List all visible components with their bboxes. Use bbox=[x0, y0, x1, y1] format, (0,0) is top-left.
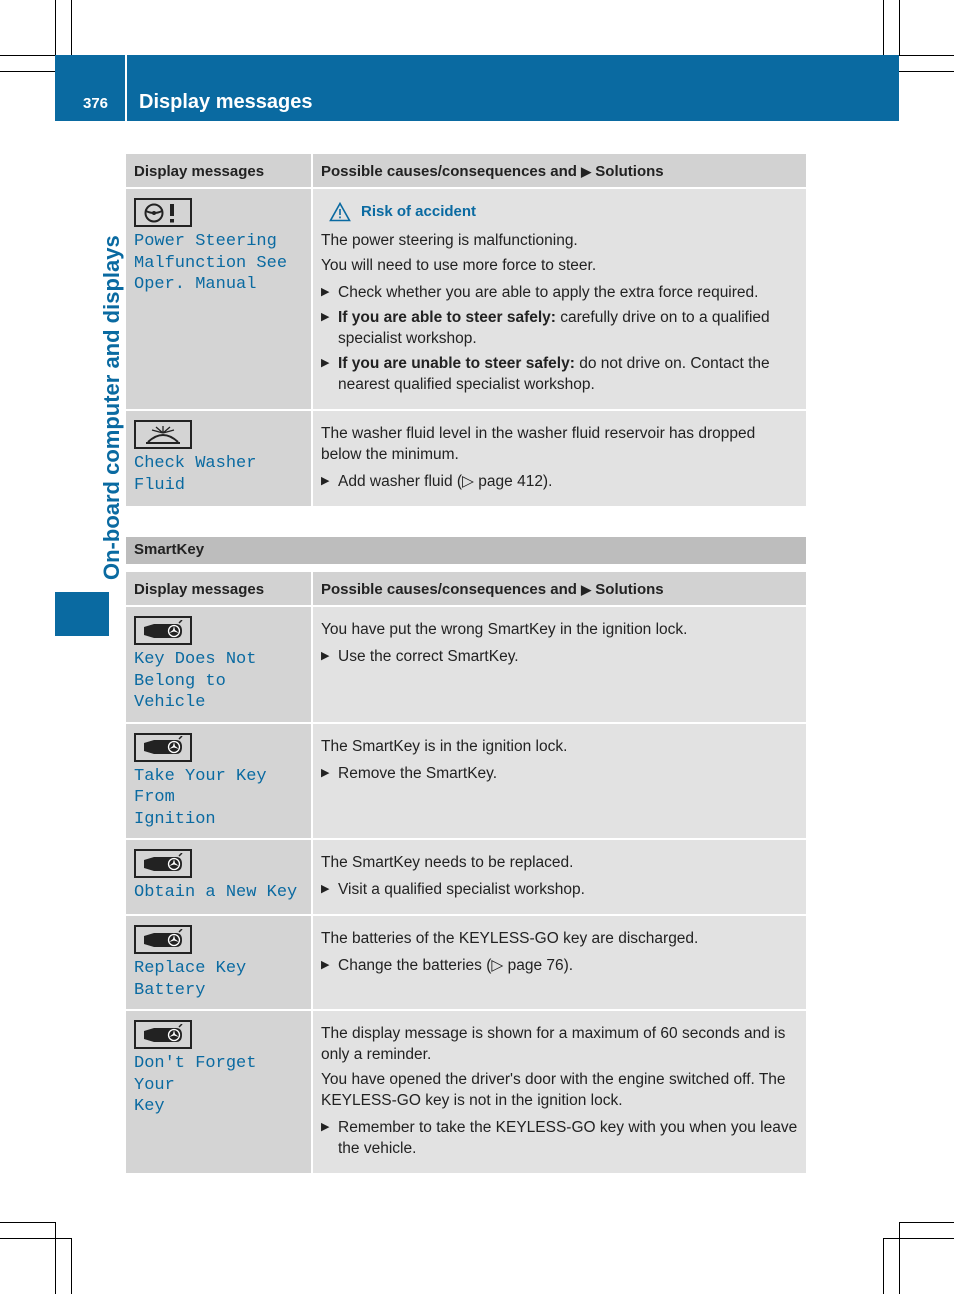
display-message-text: Key Does Not Belong to Vehicle bbox=[134, 650, 257, 712]
column-header-messages: Display messages bbox=[126, 154, 312, 188]
bullet-arrow-icon: ▶ bbox=[321, 357, 330, 369]
bullet-arrow-icon: ▶ bbox=[321, 311, 330, 323]
bullet-arrow-icon: ▶ bbox=[321, 1121, 330, 1133]
table-row bbox=[126, 839, 806, 915]
description-text: You have opened the driver's door with the engine switched off. The KEYLESS-GO key is not in the ignition lock. bbox=[321, 1071, 786, 1109]
crop-mark bbox=[899, 55, 954, 56]
smartkey-icon bbox=[134, 1020, 192, 1049]
description-text: You will need to use more force to steer. bbox=[321, 257, 597, 274]
column-header-causes: Possible causes/consequences and ▶ Solutions bbox=[312, 154, 806, 188]
display-message-text: Replace Key Battery bbox=[134, 959, 257, 1000]
message-cell bbox=[126, 839, 312, 915]
instruction-item: ▶ Remove the SmartKey. bbox=[321, 764, 498, 782]
table-row bbox=[126, 410, 806, 506]
display-message-text: Take Your Key From Ignition bbox=[134, 766, 267, 829]
description-text: The SmartKey is in the ignition lock. bbox=[321, 737, 568, 755]
description-cell bbox=[312, 410, 806, 506]
washer-fluid-icon bbox=[134, 420, 192, 449]
description-text: The washer fluid level in the washer fluid reservoir has dropped below the minimum. bbox=[321, 425, 756, 463]
side-tab-marker bbox=[55, 592, 109, 636]
message-cell bbox=[126, 410, 312, 506]
crop-mark bbox=[899, 71, 954, 72]
description-cell bbox=[312, 1010, 806, 1173]
description-cell bbox=[312, 188, 806, 410]
bullet-arrow-icon: ▶ bbox=[321, 883, 330, 895]
warning-triangle-icon bbox=[329, 202, 351, 222]
crop-mark bbox=[0, 55, 56, 56]
description-cell bbox=[312, 723, 806, 840]
column-header-messages: Display messages bbox=[126, 572, 312, 606]
description-cell bbox=[312, 839, 806, 915]
table-row bbox=[126, 1010, 806, 1173]
arrow-icon: ▶ bbox=[581, 582, 592, 597]
bullet-arrow-icon: ▶ bbox=[321, 650, 330, 662]
message-cell bbox=[126, 1010, 312, 1173]
page-title: Display messages bbox=[139, 91, 313, 113]
header-divider bbox=[125, 55, 127, 121]
display-message-text: Power Steering Malfunction See Oper. Manual bbox=[134, 232, 288, 294]
smartkey-messages-table bbox=[126, 572, 806, 1173]
crop-mark bbox=[0, 1222, 56, 1223]
description-text: The power steering is malfunctioning. bbox=[321, 232, 578, 249]
table-row bbox=[126, 723, 806, 840]
crop-mark bbox=[0, 71, 56, 72]
crop-mark bbox=[883, 0, 884, 56]
crop-mark bbox=[899, 1222, 954, 1223]
display-message-text: Check Washer Fluid bbox=[134, 454, 267, 495]
arrow-icon: ▶ bbox=[581, 164, 592, 179]
message-cell bbox=[126, 915, 312, 1010]
table-row bbox=[126, 915, 806, 1010]
description-text: The SmartKey needs to be replaced. bbox=[321, 854, 574, 871]
instruction-item: ▶ Change the batteries (▷ page 76). bbox=[321, 957, 574, 974]
smartkey-icon bbox=[134, 849, 192, 878]
instruction-item: ▶ If you are unable to steer safely: do not drive on. Contact the nearest qualified specialist workshop. bbox=[321, 355, 770, 393]
crop-mark bbox=[55, 1222, 56, 1294]
description-text: The display message is shown for a maximum of 60 seconds and is only a reminder. bbox=[321, 1025, 786, 1063]
page-number: 376 bbox=[83, 95, 109, 112]
crop-mark bbox=[71, 0, 72, 56]
section-side-title: On-board computer and displays bbox=[99, 235, 124, 580]
smartkey-icon bbox=[134, 616, 192, 645]
bullet-arrow-icon: ▶ bbox=[321, 959, 330, 971]
instruction-item: ▶ Visit a qualified specialist workshop. bbox=[321, 881, 585, 898]
instruction-item: ▶ Remember to take the KEYLESS-GO key with you when you leave the vehicle. bbox=[321, 1119, 798, 1157]
table-header-row bbox=[126, 572, 806, 606]
crop-mark bbox=[883, 1238, 884, 1294]
warning-heading bbox=[329, 201, 798, 222]
steering-warning-icon bbox=[134, 198, 192, 227]
instruction-item: ▶ Add washer fluid (▷ page 412). bbox=[321, 473, 553, 490]
bullet-arrow-icon: ▶ bbox=[321, 286, 330, 298]
crop-mark bbox=[55, 0, 56, 56]
bullet-arrow-icon: ▶ bbox=[321, 766, 330, 779]
page-header bbox=[55, 55, 899, 121]
table-row bbox=[126, 606, 806, 723]
crop-mark bbox=[0, 1238, 72, 1239]
crop-mark bbox=[71, 1238, 72, 1294]
smartkey-icon bbox=[134, 733, 192, 762]
instruction-item: ▶ Check whether you are able to apply the extra force required. bbox=[321, 284, 759, 301]
display-messages-table bbox=[126, 154, 806, 506]
bullet-arrow-icon: ▶ bbox=[321, 475, 330, 487]
crop-mark bbox=[899, 0, 900, 56]
display-message-text: Don't Forget Your Key bbox=[134, 1054, 257, 1116]
section-title-bar: SmartKey bbox=[126, 537, 806, 564]
crop-mark bbox=[899, 1222, 900, 1294]
smartkey-icon bbox=[134, 925, 192, 954]
warning-label: Risk of accident bbox=[361, 203, 477, 220]
table-row bbox=[126, 188, 806, 410]
message-cell bbox=[126, 188, 312, 410]
instruction-item: ▶ If you are able to steer safely: carefully drive on to a qualified specialist workshop. bbox=[321, 309, 770, 347]
instruction-item: ▶ Use the correct SmartKey. bbox=[321, 648, 519, 665]
table-header-row bbox=[126, 154, 806, 188]
column-header-causes: Possible causes/consequences and ▶ Solutions bbox=[312, 572, 806, 606]
description-cell bbox=[312, 606, 806, 723]
description-cell bbox=[312, 915, 806, 1010]
display-message-text: Obtain a New Key bbox=[134, 883, 298, 902]
crop-mark bbox=[883, 1238, 954, 1239]
description-text: You have put the wrong SmartKey in the ignition lock. bbox=[321, 621, 688, 638]
message-cell bbox=[126, 606, 312, 723]
description-text: The batteries of the KEYLESS-GO key are discharged. bbox=[321, 930, 699, 947]
message-cell bbox=[126, 723, 312, 840]
